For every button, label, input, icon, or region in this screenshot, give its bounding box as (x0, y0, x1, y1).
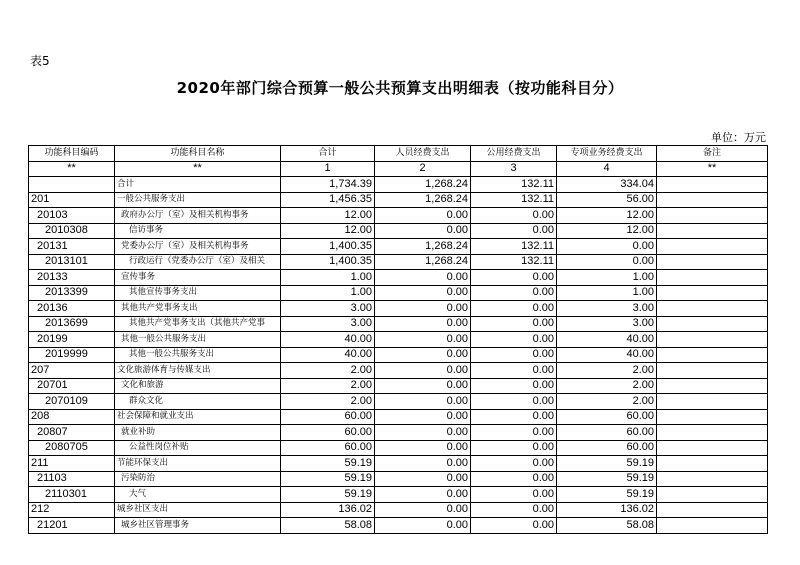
special-cell: 40.00 (557, 332, 657, 348)
table-row (29, 254, 768, 270)
code-cell: 2080705 (29, 440, 115, 456)
note-cell (657, 208, 768, 224)
total-cell: 12.00 (281, 223, 375, 239)
personnel-cell: 0.00 (375, 347, 471, 363)
table-row (29, 440, 768, 456)
index-cell: 1 (281, 161, 375, 177)
name-cell: 其他共产党事务支出（其他共产党事 (115, 316, 281, 332)
note-cell (657, 363, 768, 379)
name-cell: 大气 (115, 487, 281, 503)
public-cell: 0.00 (471, 332, 557, 348)
table-row (29, 285, 768, 301)
total-cell: 59.19 (281, 471, 375, 487)
header-code: 功能科目编码 (29, 146, 115, 162)
special-cell: 1.00 (557, 285, 657, 301)
name-cell: 其他一般公共服务支出 (115, 347, 281, 363)
personnel-cell: 1,268.24 (375, 192, 471, 208)
total-cell: 60.00 (281, 425, 375, 441)
note-cell (657, 394, 768, 410)
table-row (29, 363, 768, 379)
note-cell (657, 285, 768, 301)
public-cell: 0.00 (471, 363, 557, 379)
public-cell: 0.00 (471, 301, 557, 317)
name-cell: 一般公共服务支出 (115, 192, 281, 208)
name-cell: 节能环保支出 (115, 456, 281, 472)
personnel-cell: 0.00 (375, 301, 471, 317)
total-cell: 40.00 (281, 332, 375, 348)
special-cell: 59.19 (557, 487, 657, 503)
total-cell: 40.00 (281, 347, 375, 363)
name-cell: 宣传事务 (115, 270, 281, 286)
personnel-cell: 0.00 (375, 223, 471, 239)
name-cell: 群众文化 (115, 394, 281, 410)
table-row (29, 487, 768, 503)
special-cell: 60.00 (557, 425, 657, 441)
personnel-cell: 0.00 (375, 518, 471, 534)
total-cell: 2.00 (281, 363, 375, 379)
note-cell (657, 223, 768, 239)
total-cell: 60.00 (281, 409, 375, 425)
code-cell: 21201 (29, 518, 115, 534)
special-cell: 60.00 (557, 440, 657, 456)
public-cell: 0.00 (471, 223, 557, 239)
total-cell: 1.00 (281, 270, 375, 286)
name-cell: 城乡社区管理事务 (115, 518, 281, 534)
index-cell: 4 (557, 161, 657, 177)
total-cell: 1,400.35 (281, 239, 375, 255)
special-cell: 136.02 (557, 502, 657, 518)
public-cell: 132.11 (471, 239, 557, 255)
personnel-cell: 0.00 (375, 425, 471, 441)
public-cell: 0.00 (471, 425, 557, 441)
table-row (29, 518, 768, 534)
table-row (29, 425, 768, 441)
personnel-cell: 0.00 (375, 208, 471, 224)
personnel-cell: 0.00 (375, 456, 471, 472)
public-cell: 0.00 (471, 487, 557, 503)
index-cell: ** (29, 161, 115, 177)
personnel-cell: 1,268.24 (375, 254, 471, 270)
public-cell: 0.00 (471, 409, 557, 425)
note-cell (657, 378, 768, 394)
table-row (29, 409, 768, 425)
name-cell: 其他共产党事务支出 (115, 301, 281, 317)
note-cell (657, 332, 768, 348)
special-cell: 58.08 (557, 518, 657, 534)
header-row (29, 146, 768, 162)
note-cell (657, 301, 768, 317)
special-cell: 60.00 (557, 409, 657, 425)
public-cell: 132.11 (471, 254, 557, 270)
name-cell: 文化和旅游 (115, 378, 281, 394)
name-cell: 污染防治 (115, 471, 281, 487)
public-cell: 0.00 (471, 270, 557, 286)
total-cell: 1,734.39 (281, 177, 375, 193)
header-note: 备注 (657, 146, 768, 162)
special-cell: 2.00 (557, 394, 657, 410)
note-cell (657, 316, 768, 332)
name-cell: 社会保障和就业支出 (115, 409, 281, 425)
public-cell: 0.00 (471, 471, 557, 487)
name-cell: 城乡社区支出 (115, 502, 281, 518)
special-cell: 0.00 (557, 254, 657, 270)
note-cell (657, 239, 768, 255)
table-number-label: 表5 (30, 54, 50, 68)
name-cell: 行政运行（党委办公厅（室）及相关 (115, 254, 281, 270)
total-cell: 58.08 (281, 518, 375, 534)
total-cell: 60.00 (281, 440, 375, 456)
note-cell (657, 347, 768, 363)
table-row (29, 192, 768, 208)
note-cell (657, 254, 768, 270)
public-cell: 0.00 (471, 285, 557, 301)
personnel-cell: 0.00 (375, 378, 471, 394)
table-row (29, 301, 768, 317)
unit-label: 单位：万元 (711, 131, 766, 144)
personnel-cell: 0.00 (375, 270, 471, 286)
code-cell: 2010308 (29, 223, 115, 239)
special-cell: 59.19 (557, 471, 657, 487)
public-cell: 0.00 (471, 502, 557, 518)
code-cell: 20103 (29, 208, 115, 224)
code-cell: 207 (29, 363, 115, 379)
public-cell: 0.00 (471, 316, 557, 332)
code-cell: 20136 (29, 301, 115, 317)
special-cell: 12.00 (557, 208, 657, 224)
index-cell: ** (115, 161, 281, 177)
page-title: 2020年部门综合预算一般公共预算支出明细表（按功能科目分） (176, 79, 624, 97)
personnel-cell: 0.00 (375, 285, 471, 301)
table-row (29, 456, 768, 472)
total-cell: 59.19 (281, 487, 375, 503)
index-cell: ** (657, 161, 768, 177)
public-cell: 0.00 (471, 208, 557, 224)
table-row (29, 471, 768, 487)
total-cell: 2.00 (281, 394, 375, 410)
name-cell: 合计 (115, 177, 281, 193)
table-row (29, 378, 768, 394)
code-cell: 211 (29, 456, 115, 472)
table-row (29, 239, 768, 255)
special-cell: 2.00 (557, 378, 657, 394)
total-cell: 1,400.35 (281, 254, 375, 270)
total-cell: 136.02 (281, 502, 375, 518)
code-cell: 2013101 (29, 254, 115, 270)
public-cell: 0.00 (471, 518, 557, 534)
name-cell: 文化旅游体育与传媒支出 (115, 363, 281, 379)
special-cell: 3.00 (557, 316, 657, 332)
total-cell: 1,456.35 (281, 192, 375, 208)
personnel-cell: 0.00 (375, 440, 471, 456)
total-cell: 59.19 (281, 456, 375, 472)
note-cell (657, 456, 768, 472)
note-cell (657, 518, 768, 534)
code-cell: 20131 (29, 239, 115, 255)
public-cell: 0.00 (471, 378, 557, 394)
public-cell: 132.11 (471, 192, 557, 208)
personnel-cell: 0.00 (375, 332, 471, 348)
code-cell: 2110301 (29, 487, 115, 503)
index-row (29, 161, 768, 177)
special-cell: 59.19 (557, 456, 657, 472)
table-row (29, 270, 768, 286)
table-row (29, 208, 768, 224)
total-cell: 1.00 (281, 285, 375, 301)
table-row (29, 223, 768, 239)
personnel-cell: 0.00 (375, 363, 471, 379)
note-cell (657, 487, 768, 503)
expenditure-table (28, 145, 768, 534)
special-cell: 3.00 (557, 301, 657, 317)
personnel-cell: 0.00 (375, 502, 471, 518)
code-cell: 208 (29, 409, 115, 425)
special-cell: 0.00 (557, 239, 657, 255)
table-row (29, 177, 768, 193)
index-cell: 2 (375, 161, 471, 177)
code-cell: 2013399 (29, 285, 115, 301)
header-personnel: 人员经费支出 (375, 146, 471, 162)
personnel-cell: 0.00 (375, 487, 471, 503)
name-cell: 信访事务 (115, 223, 281, 239)
code-cell: 20199 (29, 332, 115, 348)
note-cell (657, 471, 768, 487)
code-cell: 2013699 (29, 316, 115, 332)
total-cell: 2.00 (281, 378, 375, 394)
note-cell (657, 440, 768, 456)
note-cell (657, 502, 768, 518)
name-cell: 党委办公厅（室）及相关机构事务 (115, 239, 281, 255)
name-cell: 就业补助 (115, 425, 281, 441)
code-cell: 2019999 (29, 347, 115, 363)
table-row (29, 316, 768, 332)
public-cell: 0.00 (471, 440, 557, 456)
note-cell (657, 425, 768, 441)
special-cell: 40.00 (557, 347, 657, 363)
code-cell: 2070109 (29, 394, 115, 410)
personnel-cell: 0.00 (375, 471, 471, 487)
special-cell: 1.00 (557, 270, 657, 286)
header-public: 公用经费支出 (471, 146, 557, 162)
total-cell: 3.00 (281, 301, 375, 317)
total-cell: 12.00 (281, 208, 375, 224)
public-cell: 0.00 (471, 394, 557, 410)
note-cell (657, 409, 768, 425)
public-cell: 0.00 (471, 347, 557, 363)
table-row (29, 502, 768, 518)
code-cell: 201 (29, 192, 115, 208)
code-cell: 20133 (29, 270, 115, 286)
header-total: 合计 (281, 146, 375, 162)
name-cell: 公益性岗位补贴 (115, 440, 281, 456)
code-cell: 212 (29, 502, 115, 518)
header-special: 专项业务经费支出 (557, 146, 657, 162)
code-cell (29, 177, 115, 193)
index-cell: 3 (471, 161, 557, 177)
total-cell: 3.00 (281, 316, 375, 332)
special-cell: 56.00 (557, 192, 657, 208)
table-row (29, 347, 768, 363)
public-cell: 0.00 (471, 456, 557, 472)
special-cell: 12.00 (557, 223, 657, 239)
personnel-cell: 1,268.24 (375, 239, 471, 255)
special-cell: 334.04 (557, 177, 657, 193)
note-cell (657, 192, 768, 208)
header-name: 功能科目名称 (115, 146, 281, 162)
table-row (29, 394, 768, 410)
personnel-cell: 0.00 (375, 316, 471, 332)
name-cell: 其他宣传事务支出 (115, 285, 281, 301)
personnel-cell: 0.00 (375, 409, 471, 425)
public-cell: 132.11 (471, 177, 557, 193)
name-cell: 政府办公厅（室）及相关机构事务 (115, 208, 281, 224)
code-cell: 20807 (29, 425, 115, 441)
special-cell: 2.00 (557, 363, 657, 379)
code-cell: 20701 (29, 378, 115, 394)
table-row (29, 332, 768, 348)
personnel-cell: 1,268.24 (375, 177, 471, 193)
table-body (29, 177, 768, 534)
note-cell (657, 270, 768, 286)
code-cell: 21103 (29, 471, 115, 487)
personnel-cell: 0.00 (375, 394, 471, 410)
note-cell (657, 177, 768, 193)
name-cell: 其他一般公共服务支出 (115, 332, 281, 348)
